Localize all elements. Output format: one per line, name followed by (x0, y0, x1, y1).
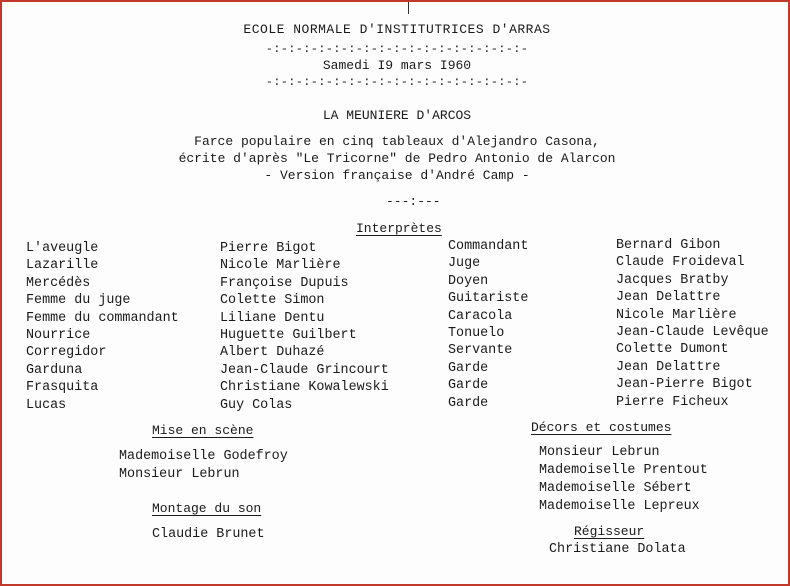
actor-name: Christiane Kowalewski (220, 380, 389, 396)
role-name: Frasquita (26, 380, 99, 396)
sound-names (152, 526, 265, 544)
role-name: Juge (448, 256, 481, 272)
separator-bottom: -:-:-:-:-:-:-:-:-:-:-:-:-:-:-:-:-:- (265, 75, 529, 89)
actor-name: Guy Colas (220, 397, 293, 413)
role-name: Lucas (26, 397, 67, 413)
cast-actors-left (220, 240, 389, 414)
role-name: Caracola (448, 308, 513, 324)
actor-name: Jean Delattre (616, 290, 721, 306)
separator-top: -:-:-:-:-:-:-:-:-:-:-:-:-:-:-:-:-:- (265, 42, 529, 56)
staff-name: Christiane Dolata (549, 542, 686, 557)
staging-heading: Mise en scène (152, 423, 254, 438)
staff-name: Claudie Brunet (152, 527, 265, 542)
role-name: Doyen (448, 273, 489, 289)
section-divider: ---:--- (386, 194, 441, 209)
role-name: Servante (448, 343, 513, 359)
role-name: Femme du commandant (26, 310, 179, 326)
role-name: Tonuelo (448, 325, 505, 341)
actor-name: Jean Delattre (616, 359, 721, 375)
role-name: Mercédès (26, 275, 91, 291)
manager-names (549, 541, 686, 559)
actor-name: Nicole Marlière (616, 307, 737, 323)
role-name: Garde (448, 395, 489, 411)
staging-names (119, 448, 288, 484)
role-name: L'aveugle (26, 241, 99, 256)
actor-name: Liliane Dentu (220, 310, 325, 326)
actor-name: Colette Dumont (616, 342, 729, 358)
role-name: Femme du juge (26, 293, 131, 309)
actor-name: Albert Duhazé (220, 345, 325, 361)
actor-name: Pierre Bigot (220, 241, 317, 256)
role-name: Guitariste (448, 291, 529, 307)
cast-heading: Interprètes (356, 221, 442, 236)
manager-heading: Régisseur (574, 524, 645, 539)
actor-name: Nicole Marlière (220, 258, 341, 274)
staff-name: Monsieur Lebrun (539, 445, 660, 460)
staff-name: Mademoiselle Lepreux (539, 499, 700, 514)
cast-roles-left (26, 240, 179, 414)
actor-name: Françoise Dupuis (220, 275, 349, 291)
performance-date: Samedi I9 mars I960 (322, 58, 472, 73)
staff-name: Mademoiselle Sébert (539, 481, 692, 496)
sets-heading: Décors et costumes (531, 420, 672, 435)
actor-name: Colette Simon (220, 293, 325, 309)
cast-roles-right (448, 238, 528, 412)
actor-name: Jean-Pierre Bigot (616, 377, 753, 393)
sound-heading: Montage du son (152, 501, 262, 516)
staff-name: Mademoiselle Godefroy (119, 449, 288, 464)
actor-name: Jacques Bratby (616, 272, 729, 288)
top-tick-mark (408, 2, 409, 14)
actor-name: Claude Froideval (616, 255, 745, 271)
play-subtitle-2: écrite d'après "Le Tricorne" de Pedro Antonio de Alarcon (178, 151, 616, 166)
actor-name: Huguette Guilbert (220, 327, 357, 343)
role-name: Garde (448, 378, 489, 394)
actor-name: Pierre Ficheux (616, 394, 729, 410)
actor-name: Jean-Claude Grincourt (220, 362, 389, 378)
staff-name: Mademoiselle Prentout (539, 463, 708, 478)
actor-name: Bernard Gibon (616, 238, 721, 253)
role-name: Nourrice (26, 327, 91, 343)
role-name: Garduna (26, 362, 83, 378)
staff-name: Monsieur Lebrun (119, 467, 240, 482)
play-title: LA MEUNIERE D'ARCOS (322, 108, 472, 123)
school-name: ECOLE NORMALE D'INSTITUTRICES D'ARRAS (243, 22, 551, 37)
play-subtitle-1: Farce populaire en cinq tableaux d'Alejandro Casona, (194, 134, 600, 149)
role-name: Garde (448, 360, 489, 376)
role-name: Lazarille (26, 258, 99, 274)
sets-names (539, 444, 708, 516)
actor-name: Jean-Claude Levêque (616, 324, 769, 340)
role-name: Commandant (448, 239, 529, 254)
cast-actors-right (616, 237, 769, 411)
play-subtitle-3: - Version française d'André Camp - (264, 168, 530, 183)
role-name: Corregidor (26, 345, 107, 361)
